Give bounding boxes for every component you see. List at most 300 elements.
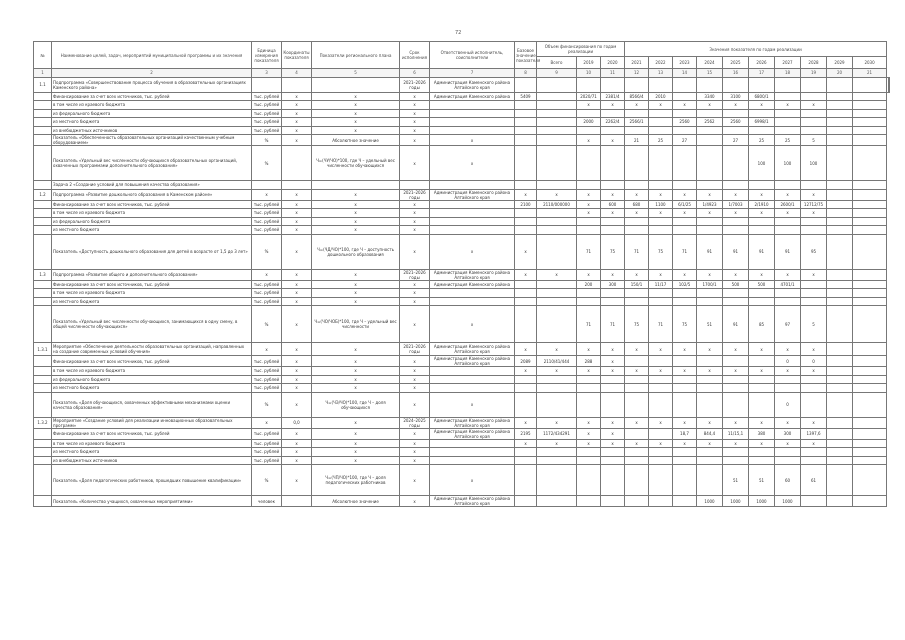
row-number-cell: [34, 448, 52, 457]
value-cell: х: [673, 209, 697, 218]
header-year: 2028: [801, 57, 827, 69]
base-value-cell: [515, 101, 537, 110]
unit-cell: тыс. рублей: [252, 92, 282, 101]
unit-cell: [252, 77, 282, 92]
indicator-cell: х: [312, 367, 400, 376]
value-cell: [853, 209, 887, 218]
value-cell: [801, 392, 827, 417]
value-cell: х: [775, 101, 801, 110]
header-unit: Единица измерения показателя: [252, 42, 282, 69]
unit-cell: тыс. рублей: [252, 297, 282, 306]
source-cell: х: [430, 465, 515, 496]
row-name-cell: в том числе из краевого бюджета: [52, 289, 252, 298]
value-cell: 288: [577, 356, 601, 367]
value-cell: 380: [749, 428, 775, 439]
value-cell: 91: [723, 306, 749, 343]
value-cell: [625, 297, 649, 306]
value-cell: [673, 392, 697, 417]
column-number-cell: 3: [252, 69, 282, 78]
coord-cell: х: [282, 439, 312, 448]
row-number-cell: [34, 209, 52, 218]
value-cell: [537, 384, 577, 393]
value-cell: х: [601, 209, 625, 218]
value-cell: [853, 126, 887, 135]
value-cell: 200: [577, 280, 601, 289]
value-cell: [749, 384, 775, 393]
value-cell: [649, 181, 673, 190]
column-number-cell: 9: [537, 69, 577, 78]
source-cell: х: [430, 306, 515, 343]
table-row: [34, 101, 890, 110]
table-row: [34, 135, 890, 146]
value-cell: 51: [697, 306, 723, 343]
value-cell: [749, 181, 775, 190]
indicator-cell: Ч=(ЧО/ЧОБ)*100, где Ч – удельный вес численности: [312, 306, 400, 343]
value-cell: 71: [673, 234, 697, 269]
value-cell: 75: [601, 234, 625, 269]
base-value-cell: х: [515, 417, 537, 428]
value-cell: [853, 101, 887, 110]
value-cell: х: [601, 101, 625, 110]
value-cell: х: [625, 343, 649, 356]
value-cell: [673, 356, 697, 367]
row-number-cell: [34, 135, 52, 146]
value-cell: [827, 118, 853, 127]
base-value-cell: х: [515, 269, 537, 280]
period-cell: х: [400, 456, 430, 465]
value-cell: 25: [749, 135, 775, 146]
value-cell: [853, 496, 887, 507]
value-cell: [827, 496, 853, 507]
value-cell: [577, 465, 601, 496]
value-cell: х: [537, 269, 577, 280]
value-cell: 91: [697, 234, 723, 269]
value-cell: 680: [625, 200, 649, 209]
coord-cell: х: [282, 126, 312, 135]
value-cell: х: [697, 209, 723, 218]
value-cell: [577, 77, 601, 92]
value-cell: [723, 146, 749, 181]
value-cell: 0: [801, 356, 827, 367]
value-cell: х: [601, 428, 625, 439]
coord-cell: х: [282, 101, 312, 110]
value-cell: 51: [749, 465, 775, 496]
value-cell: [649, 356, 673, 367]
indicator-cell: Ч=(ЧП/ЧО)*100, где Ч – доля педагогических работников: [312, 465, 400, 496]
header-year: 2020: [601, 57, 625, 69]
row-name-cell: Показатель «Количество учащихся, охваченных мероприятиями»: [52, 496, 252, 507]
value-cell: 71: [625, 234, 649, 269]
value-cell: [749, 392, 775, 417]
row-number-cell: [34, 217, 52, 226]
source-cell: [430, 456, 515, 465]
value-cell: [827, 448, 853, 457]
value-cell: [537, 226, 577, 235]
value-cell: х: [537, 189, 577, 200]
value-cell: [649, 289, 673, 298]
value-cell: 500: [723, 280, 749, 289]
value-cell: х: [775, 367, 801, 376]
value-cell: 0: [775, 392, 801, 417]
value-cell: [625, 181, 649, 190]
value-cell: [827, 146, 853, 181]
coord-cell: х: [282, 367, 312, 376]
value-cell: х: [697, 269, 723, 280]
value-cell: [827, 289, 853, 298]
value-cell: 3340: [697, 92, 723, 101]
unit-cell: х: [252, 269, 282, 280]
source-cell: [430, 118, 515, 127]
row-number-cell: 1.3.2: [34, 417, 52, 428]
header-name: Наименование целей, задач, мероприятий муниципальной программы и их значения: [52, 42, 252, 69]
indicator-cell: х: [312, 269, 400, 280]
source-cell: [430, 367, 515, 376]
unit-cell: х: [252, 189, 282, 200]
value-cell: [801, 217, 827, 226]
value-cell: [723, 384, 749, 393]
value-cell: [853, 343, 887, 356]
value-cell: [775, 384, 801, 393]
value-cell: 3100: [723, 92, 749, 101]
value-cell: [577, 384, 601, 393]
value-cell: 6998/1: [749, 118, 775, 127]
value-cell: х: [697, 189, 723, 200]
base-value-cell: [515, 465, 537, 496]
source-cell: х: [430, 146, 515, 181]
value-cell: [537, 280, 577, 289]
period-cell: х: [400, 200, 430, 209]
period-cell: х: [400, 118, 430, 127]
coord-cell: [282, 496, 312, 507]
value-cell: 2110/000000: [537, 200, 577, 209]
value-cell: [853, 189, 887, 200]
period-cell: х: [400, 384, 430, 393]
value-cell: [827, 200, 853, 209]
value-cell: [697, 465, 723, 496]
value-cell: 71: [577, 234, 601, 269]
value-cell: [577, 448, 601, 457]
column-number-cell: 18: [775, 69, 801, 78]
value-cell: 27: [723, 135, 749, 146]
row-name-cell: в том числе из краевого бюджета: [52, 439, 252, 448]
value-cell: [827, 226, 853, 235]
value-cell: 2/1910: [749, 200, 775, 209]
value-cell: [853, 109, 887, 118]
base-value-cell: [515, 384, 537, 393]
value-cell: 600: [601, 200, 625, 209]
source-cell: [430, 109, 515, 118]
value-cell: [801, 456, 827, 465]
value-cell: х: [697, 439, 723, 448]
base-value-cell: [515, 496, 537, 507]
value-cell: 6/1/25: [673, 200, 697, 209]
row-name-cell: в том числе из краевого бюджета: [52, 367, 252, 376]
base-value-cell: [515, 109, 537, 118]
value-cell: [723, 217, 749, 226]
value-cell: [537, 101, 577, 110]
row-name-cell: Показатель «Доля педагогических работников, прошедших повышение квалификации»: [52, 465, 252, 496]
row-number-cell: [34, 428, 52, 439]
column-number-cell: 13: [649, 69, 673, 78]
coord-cell: [282, 181, 312, 190]
unit-cell: человек: [252, 496, 282, 507]
row-name-cell: из внебюджетных источников: [52, 126, 252, 135]
value-cell: [625, 146, 649, 181]
coord-cell: х: [282, 200, 312, 209]
table-row: [34, 92, 890, 101]
value-cell: [853, 392, 887, 417]
period-cell: х: [400, 428, 430, 439]
value-cell: [775, 297, 801, 306]
value-cell: [625, 109, 649, 118]
base-value-cell: 2195: [515, 428, 537, 439]
row-number-cell: 1.3: [34, 269, 52, 280]
value-cell: 51: [723, 465, 749, 496]
row-number-cell: [34, 465, 52, 496]
table-row: [34, 439, 890, 448]
source-cell: Администрация Каменского района Алтайского края: [430, 269, 515, 280]
value-cell: [853, 118, 887, 127]
value-cell: [649, 226, 673, 235]
row-name-cell: Подпрограмма «Развитие общего и дополнительного образования»: [52, 269, 252, 280]
column-number-cell: 12: [625, 69, 649, 78]
value-cell: [649, 146, 673, 181]
unit-cell: тыс. рублей: [252, 200, 282, 209]
column-number-cell: 15: [697, 69, 723, 78]
table-row: [34, 356, 890, 367]
value-cell: [697, 392, 723, 417]
row-name-cell: Подпрограмма «Развитие дошкольного образования в Каменском районе»: [52, 189, 252, 200]
value-cell: [697, 77, 723, 92]
value-cell: х: [601, 189, 625, 200]
table-row: [34, 77, 890, 92]
value-cell: [853, 367, 887, 376]
coord-cell: х: [282, 109, 312, 118]
base-value-cell: [515, 448, 537, 457]
value-cell: [801, 289, 827, 298]
value-cell: [801, 126, 827, 135]
header-year: 2021: [625, 57, 649, 69]
indicator-cell: х: [312, 126, 400, 135]
value-cell: [537, 146, 577, 181]
row-number-cell: [34, 306, 52, 343]
indicator-cell: х: [312, 448, 400, 457]
value-cell: [801, 118, 827, 127]
value-cell: [601, 109, 625, 118]
base-value-cell: 2089: [515, 356, 537, 367]
value-cell: х: [537, 343, 577, 356]
row-name-cell: Финансирование за счет всех источников, тыс. рублей: [52, 200, 252, 209]
value-cell: [673, 109, 697, 118]
table-row: [34, 234, 890, 269]
value-cell: [749, 226, 775, 235]
value-cell: 2110/41/444: [537, 356, 577, 367]
value-cell: [801, 375, 827, 384]
column-number-row: [34, 69, 890, 78]
value-cell: [537, 77, 577, 92]
value-cell: [853, 456, 887, 465]
row-name-cell: Показатель «Обеспеченность образовательных организаций качественным учебным оборудованием»: [52, 135, 252, 146]
value-cell: х: [749, 269, 775, 280]
header-year: 2022: [649, 57, 673, 69]
value-cell: [827, 392, 853, 417]
value-cell: х: [673, 439, 697, 448]
source-cell: [430, 209, 515, 218]
value-cell: [749, 448, 775, 457]
row-number-cell: [34, 101, 52, 110]
base-value-cell: [515, 456, 537, 465]
table-row: [34, 384, 890, 393]
value-cell: х: [775, 439, 801, 448]
value-cell: [749, 356, 775, 367]
value-cell: 1000: [775, 496, 801, 507]
value-cell: [853, 77, 887, 92]
header-year: 2030: [853, 57, 887, 69]
value-cell: [827, 189, 853, 200]
value-cell: [577, 289, 601, 298]
value-cell: 2262/4: [601, 118, 625, 127]
unit-cell: тыс. рублей: [252, 456, 282, 465]
value-cell: 100: [775, 146, 801, 181]
value-cell: [827, 465, 853, 496]
value-cell: [577, 146, 601, 181]
source-cell: [430, 181, 515, 190]
table-row: [34, 496, 890, 507]
value-cell: [853, 428, 887, 439]
column-number-cell: 16: [723, 69, 749, 78]
row-number-cell: [34, 356, 52, 367]
period-cell: 2021–2026 годы: [400, 189, 430, 200]
indicator-cell: Ч=(ЧД/ЧО)*100, где Ч – доступность дошкольного образования: [312, 234, 400, 269]
indicator-cell: х: [312, 280, 400, 289]
value-cell: [827, 367, 853, 376]
row-number-cell: [34, 375, 52, 384]
coord-cell: [282, 77, 312, 92]
value-cell: [625, 496, 649, 507]
value-cell: [673, 375, 697, 384]
table-row: [34, 375, 890, 384]
header-year: 2029: [827, 57, 853, 69]
period-cell: х: [400, 367, 430, 376]
coord-cell: х: [282, 456, 312, 465]
value-cell: [775, 126, 801, 135]
value-cell: [827, 92, 853, 101]
value-cell: [697, 217, 723, 226]
table-row: [34, 456, 890, 465]
value-cell: 1000: [723, 496, 749, 507]
coord-cell: х: [282, 392, 312, 417]
unit-cell: тыс. рублей: [252, 356, 282, 367]
value-cell: [673, 126, 697, 135]
period-cell: х: [400, 289, 430, 298]
unit-cell: тыс. рублей: [252, 367, 282, 376]
value-cell: 1100: [649, 200, 673, 209]
coord-cell: х: [282, 375, 312, 384]
base-value-cell: [515, 209, 537, 218]
value-cell: [625, 448, 649, 457]
value-cell: [673, 217, 697, 226]
coord-cell: 0,0: [282, 417, 312, 428]
value-cell: 75: [625, 306, 649, 343]
period-cell: х: [400, 146, 430, 181]
row-name-cell: из местного бюджета: [52, 297, 252, 306]
value-cell: х: [577, 135, 601, 146]
column-number-cell: 20: [827, 69, 853, 78]
source-cell: [430, 297, 515, 306]
value-cell: 8566/4: [625, 92, 649, 101]
period-cell: 2021–2026 годы: [400, 269, 430, 280]
value-cell: [537, 297, 577, 306]
value-cell: [723, 375, 749, 384]
value-cell: [827, 439, 853, 448]
value-cell: [673, 92, 697, 101]
value-cell: х: [775, 269, 801, 280]
table-row: [34, 343, 890, 356]
column-number-cell: 1: [34, 69, 52, 78]
coord-cell: х: [282, 384, 312, 393]
header-period: Срок исполнения: [400, 42, 430, 69]
value-cell: [697, 289, 723, 298]
value-cell: 91: [749, 234, 775, 269]
value-cell: 25: [775, 135, 801, 146]
value-cell: 1700/1: [697, 280, 723, 289]
value-cell: [697, 375, 723, 384]
row-name-cell: из внебюджетных источников: [52, 456, 252, 465]
value-cell: [749, 77, 775, 92]
header-year: 2027: [775, 57, 801, 69]
value-cell: [673, 465, 697, 496]
table-row: [34, 367, 890, 376]
value-cell: х: [801, 189, 827, 200]
value-cell: 25: [649, 135, 673, 146]
value-cell: 102/5: [673, 280, 697, 289]
row-name-cell: Задача 2 «Создание условий для повышения качества образования»: [52, 181, 252, 190]
value-cell: х: [775, 209, 801, 218]
value-cell: [853, 384, 887, 393]
value-cell: [649, 375, 673, 384]
row-number-cell: [34, 181, 52, 190]
value-cell: [577, 181, 601, 190]
indicator-cell: х: [312, 289, 400, 298]
base-value-cell: [515, 297, 537, 306]
value-cell: х: [625, 269, 649, 280]
value-cell: [649, 77, 673, 92]
row-number-cell: [34, 392, 52, 417]
value-cell: 2010: [649, 92, 673, 101]
value-cell: [673, 226, 697, 235]
value-cell: 2566/1: [625, 118, 649, 127]
value-cell: [625, 356, 649, 367]
header-year: 2024: [697, 57, 723, 69]
value-cell: [577, 496, 601, 507]
value-cell: х: [577, 343, 601, 356]
value-cell: [649, 384, 673, 393]
value-cell: х: [649, 439, 673, 448]
value-cell: [625, 126, 649, 135]
value-cell: [601, 289, 625, 298]
value-cell: [537, 135, 577, 146]
value-cell: [749, 456, 775, 465]
table-row: [34, 118, 890, 127]
value-cell: [601, 126, 625, 135]
row-name-cell: из местного бюджета: [52, 226, 252, 235]
row-number-cell: [34, 146, 52, 181]
row-number-cell: 1.3.1: [34, 343, 52, 356]
value-cell: [853, 280, 887, 289]
value-cell: х: [723, 417, 749, 428]
value-cell: [723, 289, 749, 298]
value-cell: [601, 496, 625, 507]
